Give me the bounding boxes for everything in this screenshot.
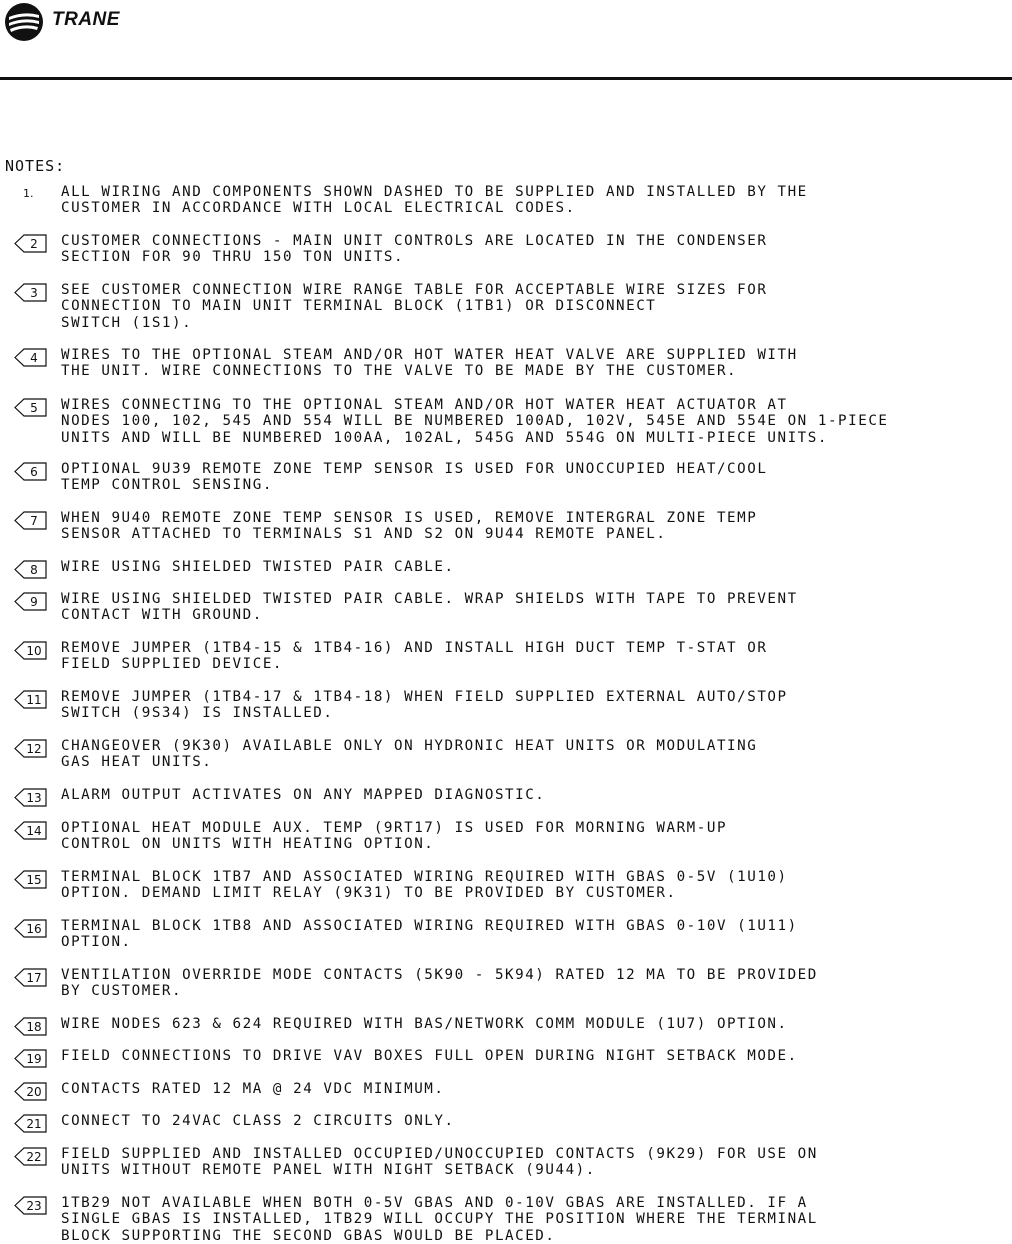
- note-line: CONTROL ON UNITS WITH HEATING OPTION.: [61, 836, 435, 853]
- note-text: [61, 640, 767, 673]
- note-number: 12: [26, 742, 42, 756]
- note-text: [61, 869, 788, 902]
- note-line: OPTION.: [61, 934, 132, 951]
- note-text: [61, 1195, 818, 1244]
- note-line: SENSOR ATTACHED TO TERMINALS S1 AND S2 ON 9U44 REMOTE PANEL.: [61, 526, 667, 543]
- note-number: 13: [26, 791, 42, 805]
- note-number: 9: [30, 595, 38, 609]
- note-line: SWITCH (9S34) IS INSTALLED.: [61, 705, 334, 722]
- header-divider: [0, 77, 1012, 80]
- note-text: [61, 184, 808, 217]
- note-line: CONTACTS RATED 12 MA @ 24 VDC MINIMUM.: [61, 1081, 445, 1097]
- note-number: 4: [30, 351, 38, 365]
- note-number: 3: [30, 286, 38, 300]
- note-text: [61, 347, 798, 380]
- note-flag-icon: [14, 1196, 47, 1215]
- note-line: OPTIONAL 9U39 REMOTE ZONE TEMP SENSOR IS USED FOR UNOCCUPIED HEAT/COOL: [61, 461, 768, 477]
- note-line: UNITS WITHOUT REMOTE PANEL WITH NIGHT SETBACK (9U44).: [61, 1162, 596, 1179]
- note-flag-icon: [14, 398, 47, 417]
- note-line: THE UNIT. WIRE CONNECTIONS TO THE VALVE TO BE MADE BY THE CUSTOMER.: [61, 363, 738, 380]
- note-number: 14: [26, 824, 42, 838]
- note-flag-icon: [14, 1049, 47, 1068]
- note-line: SECTION FOR 90 THRU 150 TON UNITS.: [61, 249, 405, 266]
- note-line: WIRE NODES 623 & 624 REQUIRED WITH BAS/NETWORK COMM MODULE (1U7) OPTION.: [61, 1016, 788, 1032]
- note-line: CUSTOMER IN ACCORDANCE WITH LOCAL ELECTRICAL CODES.: [61, 200, 576, 217]
- note-line: CONNECTION TO MAIN UNIT TERMINAL BLOCK (1TB1) OR DISCONNECT: [61, 298, 657, 315]
- note-line: TEMP CONTROL SENSING.: [61, 477, 273, 494]
- note-line: WIRE USING SHIELDED TWISTED PAIR CABLE.: [61, 559, 455, 575]
- note-flag-icon: [14, 739, 47, 758]
- page-header: [0, 0, 1012, 80]
- note-line: CHANGEOVER (9K30) AVAILABLE ONLY ON HYDRONIC HEAT UNITS OR MODULATING: [61, 738, 758, 754]
- note-text: [61, 397, 889, 446]
- note-text: [61, 591, 798, 624]
- note-number: 2: [30, 237, 38, 251]
- note-text: [61, 1016, 788, 1032]
- note-flag-icon: [14, 1147, 47, 1166]
- note-flag-icon: [14, 788, 47, 807]
- note-text: [61, 967, 818, 1000]
- note-line: TERMINAL BLOCK 1TB8 AND ASSOCIATED WIRING REQUIRED WITH GBAS 0-10V (1U11): [61, 918, 798, 934]
- note-line: CUSTOMER CONNECTIONS - MAIN UNIT CONTROLS ARE LOCATED IN THE CONDENSER: [61, 233, 768, 249]
- note-line: GAS HEAT UNITS.: [61, 754, 213, 771]
- note-line: 1TB29 NOT AVAILABLE WHEN BOTH 0-5V GBAS AND 0-10V GBAS ARE INSTALLED. IF A: [61, 1195, 808, 1211]
- note-line: ALARM OUTPUT ACTIVATES ON ANY MAPPED DIAGNOSTIC.: [61, 787, 546, 803]
- note-number: 5: [30, 401, 38, 415]
- note-line: WHEN 9U40 REMOTE ZONE TEMP SENSOR IS USED, REMOVE INTERGRAL ZONE TEMP: [61, 510, 758, 526]
- note-text: [61, 233, 767, 266]
- note-text: [61, 689, 788, 722]
- note-number: 6: [30, 465, 38, 479]
- note-flag-icon: [14, 283, 47, 302]
- note-line: TERMINAL BLOCK 1TB7 AND ASSOCIATED WIRING REQUIRED WITH GBAS 0-5V (1U10): [61, 869, 788, 885]
- note-number: 17: [26, 971, 42, 985]
- note-text: [61, 820, 727, 853]
- note-text: [61, 1146, 818, 1179]
- note-text: [61, 1113, 455, 1129]
- note-line: SEE CUSTOMER CONNECTION WIRE RANGE TABLE FOR ACCEPTABLE WIRE SIZES FOR: [61, 282, 768, 298]
- note-line: BLOCK SUPPORTING THE SECOND GBAS WOULD BE PLACED.: [61, 1227, 556, 1244]
- note-line: FIELD SUPPLIED AND INSTALLED OCCUPIED/UNOCCUPIED CONTACTS (9K29) FOR USE ON: [61, 1146, 818, 1162]
- note-line: FIELD CONNECTIONS TO DRIVE VAV BOXES FULL OPEN DURING NIGHT SETBACK MODE.: [61, 1048, 798, 1064]
- note-line: OPTIONAL HEAT MODULE AUX. TEMP (9RT17) IS USED FOR MORNING WARM-UP: [61, 820, 728, 836]
- note-line: BY CUSTOMER.: [61, 983, 183, 1000]
- note-text: [61, 1048, 798, 1064]
- note-line: NODES 100, 102, 545 AND 554 WILL BE NUMBERED 100AD, 102V, 545E AND 554E ON 1-PIECE: [61, 413, 889, 430]
- note-text: [61, 510, 757, 543]
- note-flag-icon: [14, 641, 47, 660]
- note-line: REMOVE JUMPER (1TB4-17 & 1TB4-18) WHEN FIELD SUPPLIED EXTERNAL AUTO/STOP: [61, 689, 788, 705]
- notes-title: NOTES:: [5, 157, 66, 175]
- note-number: 15: [26, 873, 42, 887]
- note-number: 10: [26, 644, 42, 658]
- note-flag-icon: [14, 1114, 47, 1133]
- note-flag-icon: [14, 348, 47, 367]
- note-line: SWITCH (1S1).: [61, 314, 193, 331]
- note-flag-icon: [14, 870, 47, 889]
- note-number: 22: [26, 1150, 42, 1164]
- note-flag-icon: [14, 968, 47, 987]
- note-flag-icon: [14, 560, 47, 579]
- note-text: [61, 559, 455, 575]
- note-flag-icon: [14, 511, 47, 530]
- note-number: 8: [30, 563, 38, 577]
- note-line: ALL WIRING AND COMPONENTS SHOWN DASHED TO BE SUPPLIED AND INSTALLED BY THE: [61, 184, 808, 200]
- note-line: WIRE USING SHIELDED TWISTED PAIR CABLE. WRAP SHIELDS WITH TAPE TO PREVENT: [61, 591, 798, 607]
- note-number: 21: [26, 1117, 42, 1131]
- note-flag-icon: [14, 1017, 47, 1036]
- brand-name: TRANE: [52, 9, 120, 30]
- note-flag-icon: [14, 690, 47, 709]
- note-line: UNITS AND WILL BE NUMBERED 100AA, 102AL, 545G AND 554G ON MULTI-PIECE UNITS.: [61, 429, 828, 446]
- note-text: [61, 738, 757, 771]
- note-line: FIELD SUPPLIED DEVICE.: [61, 656, 284, 673]
- note-number: 1.: [23, 187, 34, 200]
- note-line: WIRES TO THE OPTIONAL STEAM AND/OR HOT WATER HEAT VALVE ARE SUPPLIED WITH: [61, 347, 798, 363]
- note-number: 23: [26, 1199, 42, 1213]
- note-line: SINGLE GBAS IS INSTALLED, 1TB29 WILL OCCUPY THE POSITION WHERE THE TERMINAL: [61, 1211, 818, 1228]
- note-flag-icon: [14, 462, 47, 481]
- note-line: WIRES CONNECTING TO THE OPTIONAL STEAM AND/OR HOT WATER HEAT ACTUATOR AT: [61, 397, 788, 413]
- note-number: 16: [26, 922, 42, 936]
- note-number: 20: [26, 1085, 42, 1099]
- note-line: CONNECT TO 24VAC CLASS 2 CIRCUITS ONLY.: [61, 1113, 455, 1129]
- note-text: [61, 918, 798, 951]
- note-line: VENTILATION OVERRIDE MODE CONTACTS (5K90 - 5K94) RATED 12 MA TO BE PROVIDED: [61, 967, 818, 983]
- note-number: 11: [26, 693, 42, 707]
- trane-logo-icon: [4, 2, 44, 42]
- note-number: 18: [26, 1020, 42, 1034]
- note-text: [61, 1081, 444, 1097]
- note-flag-icon: [14, 234, 47, 253]
- note-number: 19: [26, 1052, 42, 1066]
- note-line: OPTION. DEMAND LIMIT RELAY (9K31) TO BE PROVIDED BY CUSTOMER.: [61, 885, 677, 902]
- note-text: [61, 461, 767, 494]
- note-line: REMOVE JUMPER (1TB4-15 & 1TB4-16) AND INSTALL HIGH DUCT TEMP T-STAT OR: [61, 640, 768, 656]
- note-flag-icon: [14, 592, 47, 611]
- note-flag-icon: [14, 919, 47, 938]
- note-text: [61, 787, 545, 803]
- note-text: [61, 282, 767, 331]
- note-line: CONTACT WITH GROUND.: [61, 607, 263, 624]
- note-flag-icon: [14, 1082, 47, 1101]
- note-flag-icon: [14, 821, 47, 840]
- note-number: 7: [30, 514, 38, 528]
